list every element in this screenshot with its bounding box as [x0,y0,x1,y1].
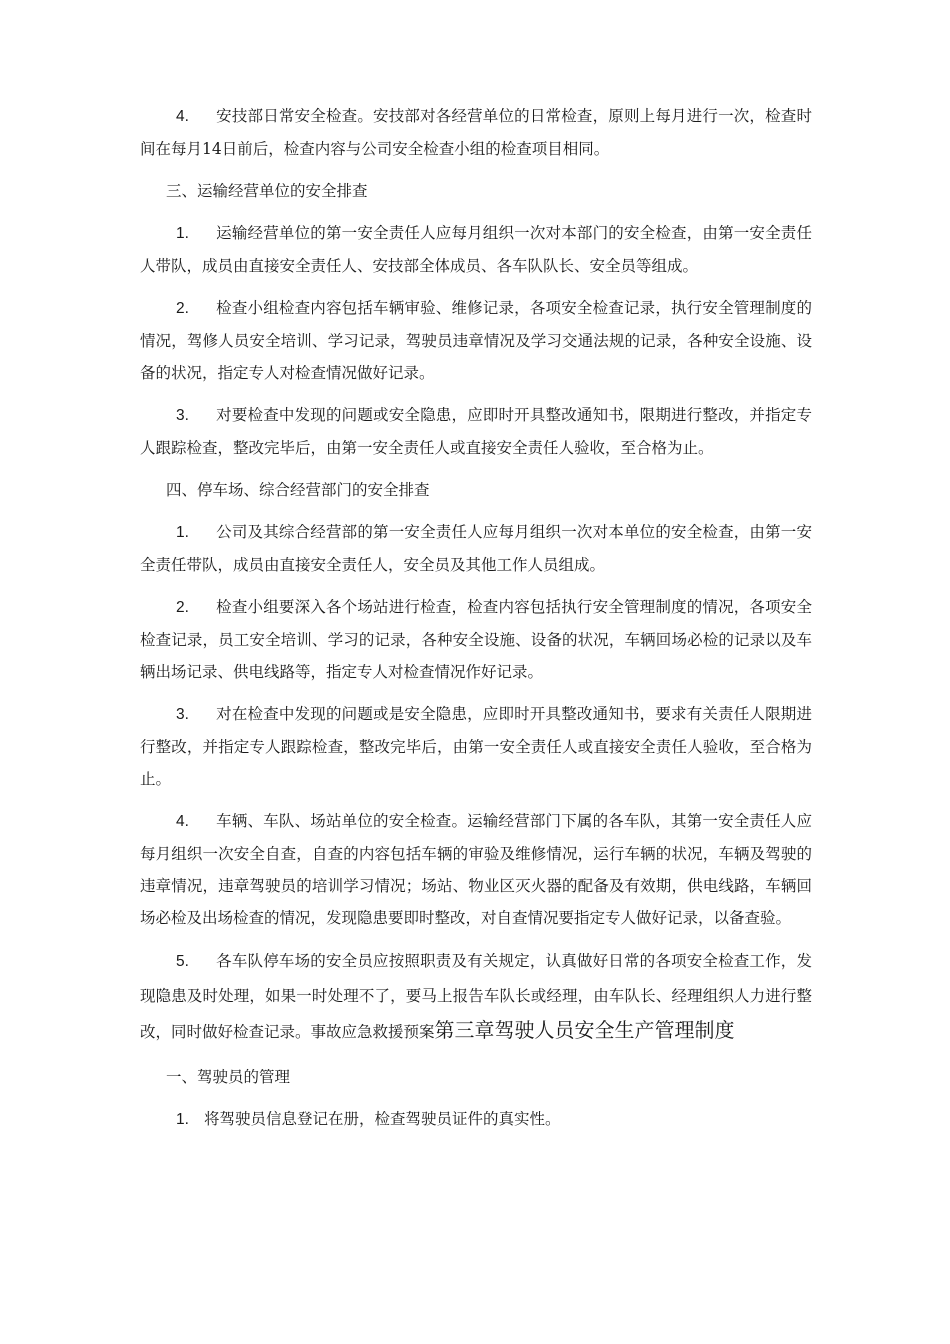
item-text: 对在检查中发现的问题或是安全隐患，应即时开具整改通知书，要求有关责任人限期进行整改，并指定专人跟踪检查，整改完毕后，由第一安全责任人或直接安全责任人验收，至合格为止。 [140,705,812,788]
paragraph-item [140,217,812,282]
item-number: 4. [176,108,189,125]
paragraph-item [140,399,812,464]
item-text: 车辆、车队、场站单位的安全检查。运输经营部门下属的各车队，其第一安全责任人应每月组织一次安全自查，自查的内容包括车辆的审验及维修情况，运行车辆的状况，车辆及驾驶的违章情况，违章驾驶员的培训学习情况；场站、物业区灭火器的配备及有效期，供电线路，车辆回场必检及出场检查的情况，发现隐患要即时整改，对自查情况要指定专人做好记录，以备查验。 [140,812,812,927]
section-heading: 三、运输经营单位的安全排查 [166,182,368,200]
paragraph-item [140,591,812,688]
section-heading: 四、停车场、综合经营部门的安全排查 [166,481,430,499]
item-text: 公司及其综合经营部的第一安全责任人应每月组织一次对本单位的安全检查，由第一安全责任带队，成员由直接安全责任人，安全员及其他工作人员组成。 [140,523,812,574]
item-number: 5. [176,953,189,970]
item-number: 1. [176,225,189,242]
paragraph-item [140,292,812,389]
paragraph-item [140,1103,812,1136]
item-number: 2. [176,300,189,317]
paragraph-item [140,516,812,581]
paragraph-item-5 [140,944,812,1049]
item-text: 运输经营单位的第一安全责任人应每月组织一次对本部门的安全检查，由第一安全责任人带队，成员由直接安全责任人、安技部全体成员、各车队队长、安全员等组成。 [140,224,812,275]
item-number: 1. [176,524,189,541]
paragraph-item [140,805,812,934]
item-text: 检查小组要深入各个场站进行检查，检查内容包括执行安全管理制度的情况，各项安全检查记录，员工安全培训、学习的记录，各种安全设施、设备的状况，车辆回场必检的记录以及车辆出场记录、供电线路等，指定专人对检查情况作好记录。 [140,598,812,681]
item-text: 检查小组检查内容包括车辆审验、维修记录，各项安全检查记录，执行安全管理制度的情况，驾修人员安全培训、学习记录，驾驶员违章情况及学习交通法规的记录，各种安全设施、设备的状况，指定专人对检查情况做好记录。 [140,299,812,382]
item-text: 对要检查中发现的问题或安全隐患，应即时开具整改通知书，限期进行整改，并指定专人跟踪检查，整改完毕后，由第一安全责任人或直接安全责任人验收，至合格为止。 [140,406,812,457]
item-number: 3. [176,407,189,424]
item-number: 2. [176,599,189,616]
paragraph-item [140,100,812,165]
item-number: 4. [176,813,189,830]
item-number: 3. [176,706,189,723]
item-text: 安技部日常安全检查。安技部对各经营单位的日常检查，原则上每月进行一次，检查时间在每月14日前后，检查内容与公司安全检查小组的检查项目相同。 [140,107,812,158]
item-text: 将驾驶员信息登记在册，检查驾驶员证件的真实性。 [204,1110,561,1128]
item-number: 1. [176,1111,189,1128]
item-text: 各车队停车场的安全员应按照职责及有关规定，认真做好日常的各项安全检查工作，发现隐患及时处理，如果一时处理不了，要马上报告车队长或经理，由车队长、经理组织人力进行整改，同时做好检查记录。事故应急救援预案 [140,952,812,1041]
section-heading: 一、驾驶员的管理 [166,1068,291,1086]
paragraph-item [140,698,812,795]
chapter-title: 第三章驾驶人员安全生产管理制度 [434,1018,735,1042]
document-body [140,100,812,934]
